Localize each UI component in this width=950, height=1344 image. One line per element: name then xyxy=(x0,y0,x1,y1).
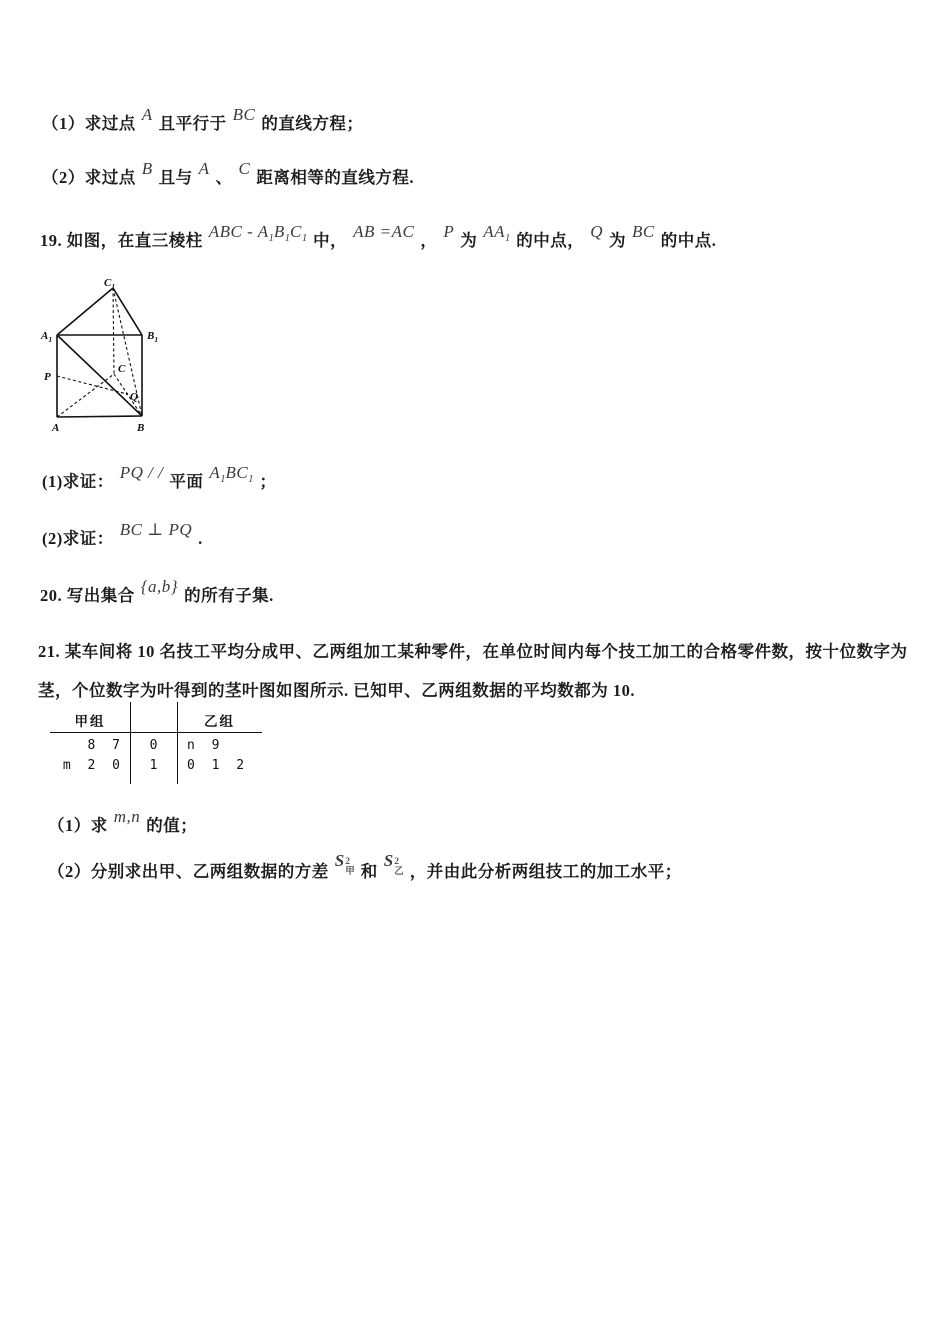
q19-statement xyxy=(40,222,717,256)
math-AB-eq-AC: AB =AC xyxy=(353,222,415,241)
stemleaf-row2-right-leaves: 0 1 2 xyxy=(187,758,245,773)
label-A1: $A_1$ xyxy=(41,330,53,344)
q19-proof2 xyxy=(42,520,203,551)
q21-statement-line2: 茎，个位数字为叶得到的茎叶图如图所示. 已知甲、乙两组数据的平均数都为 10. xyxy=(38,681,635,700)
stemleaf-row2-stem: 1 xyxy=(149,758,158,773)
math-variance-jia: S 2 甲 xyxy=(334,851,355,877)
label-C: C xyxy=(118,363,126,375)
q19-p1-pre: (1)求证： xyxy=(42,472,114,491)
q19-p2-pre: (2)求证： xyxy=(42,529,114,548)
q21-p1-post: 的值； xyxy=(146,816,198,835)
q21-statement-line1: 21. 某车间将 10 名技工平均分成甲、乙两组加工某种零件，在单位时间内每个技工加工的合格零件数，按十位数字为 xyxy=(38,642,908,661)
q21-part1 xyxy=(48,807,198,838)
math-edge-AA1: $AA_1$ xyxy=(483,222,511,244)
q19-mid: 中， xyxy=(313,231,348,250)
math-point-A2: A xyxy=(198,159,210,178)
q21-p2-mid: 和 xyxy=(360,862,378,881)
math-set-ab: {a,b} xyxy=(140,577,179,596)
q21-part2 xyxy=(48,851,682,888)
stemleaf-header-right: 乙组 xyxy=(204,714,235,729)
math-line-BC: BC xyxy=(232,105,256,124)
q19-mid2: 的中点， xyxy=(516,231,585,250)
q20-pre: 20. 写出集合 xyxy=(40,586,135,605)
stemleaf-row2-left-leaves: m 2 0 xyxy=(62,758,120,773)
q21-p1-pre: （1）求 xyxy=(48,816,108,835)
q18-part1-post: 的直线方程； xyxy=(261,114,364,133)
math-BC-perp-PQ: BC ⊥ PQ xyxy=(119,520,193,539)
q21-p2-post: ，并由此分析两组技工的加工水平； xyxy=(409,862,682,881)
q18-part1-mid: 且平行于 xyxy=(158,114,227,133)
stemleaf-header-rule xyxy=(50,732,262,733)
q19-comma: ， xyxy=(420,231,438,250)
q20-statement xyxy=(40,577,274,608)
stem-leaf-plot xyxy=(50,700,262,786)
stemleaf-header-left: 甲组 xyxy=(74,714,106,729)
q19-proof1 xyxy=(42,463,277,497)
q19-wei1: 为 xyxy=(460,231,478,250)
label-C1: $C_1$ xyxy=(104,277,116,291)
q18-part2-pre: （2）求过点 xyxy=(42,168,136,187)
stemleaf-row1-right-leaves: n 9 xyxy=(187,738,220,753)
math-edge-BC: BC xyxy=(632,222,655,241)
label-Q: Q xyxy=(130,391,138,403)
q19-wei2: 为 xyxy=(609,231,627,250)
math-point-A: A xyxy=(141,105,153,124)
math-variance-yi: S 2 乙 xyxy=(383,851,404,877)
label-B1: $B_1$ xyxy=(147,330,159,344)
math-PQ-parallel: PQ / / xyxy=(119,463,164,482)
q20-post: 的所有子集. xyxy=(184,586,274,605)
q18-part2 xyxy=(42,159,414,190)
q21-p2-pre: （2）分别求出甲、乙两组数据的方差 xyxy=(48,862,329,881)
q18-part1-pre: （1）求过点 xyxy=(42,114,136,133)
math-point-Q: Q xyxy=(590,222,604,241)
q18-part1 xyxy=(42,105,364,136)
q18-part2-post: 距离相等的直线方程. xyxy=(256,168,414,187)
math-point-B: B xyxy=(141,159,153,178)
label-A: A xyxy=(52,422,60,434)
prism-figure xyxy=(40,276,210,438)
math-point-P: P xyxy=(443,222,455,241)
stemleaf-row1-left-leaves: 8 7 xyxy=(87,738,120,753)
stemleaf-row1-stem: 0 xyxy=(149,738,158,753)
q19-p1-mid: 平面 xyxy=(169,472,204,491)
math-prism-name: ABC - $A_1B_1C_1$ xyxy=(208,222,308,244)
label-B: B xyxy=(137,422,145,434)
q19-intro-text: 19. 如图，在直三棱柱 xyxy=(40,231,203,250)
label-P: P xyxy=(44,371,51,383)
q19-p2-post: . xyxy=(198,529,203,548)
q19-end: 的中点. xyxy=(660,231,717,250)
q18-part2-sep: 、 xyxy=(215,168,233,187)
math-point-C: C xyxy=(238,159,251,178)
q18-part2-mid: 且与 xyxy=(158,168,193,187)
q19-p1-post: ； xyxy=(259,472,277,491)
point-Q-dot xyxy=(126,393,128,395)
math-plane-A1BC1: $A_1BC_1$ xyxy=(209,463,254,485)
math-mn: m,n xyxy=(113,807,141,826)
